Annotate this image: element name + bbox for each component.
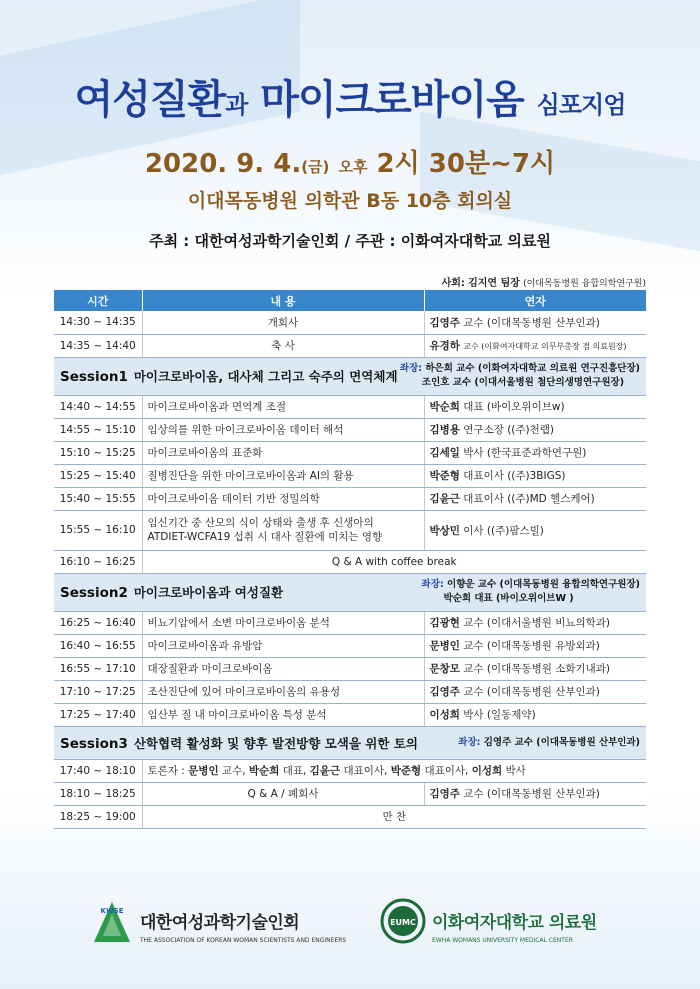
session-chairs: 좌장: 이향운 교수 (이대목동병원 융합의학연구원장) 박순희 대표 (바이오위이브W ) <box>421 579 640 604</box>
schedule-table <box>54 290 646 829</box>
table-row: 15:40 ~ 15:55 마이크로바이옴 데이터 기반 정밀의학 김윤근 대표이사 ((주)MD 헬스케어) <box>54 487 646 510</box>
table-row: 14:30 ~ 14:35 개회사 김영주 교수 (이대목동병원 산부인과) <box>54 311 646 334</box>
page-title: 여성질환과 마이크로바이옴 심포지엄 <box>74 77 626 123</box>
table-row: 16:10 ~ 16:25 Q & A with coffee break <box>54 550 646 573</box>
session-header-1: Session1 마이크로바이옴, 대사체 그리고 숙주의 면역체계 좌장: 하은희 교수 (이화여자대학교 의료원 연구진흥단장) 조인호 교수 (이대서울병원 첨단의생명연구원장) <box>54 357 646 395</box>
session-chairs: 좌장: 하은희 교수 (이화여자대학교 의료원 연구진흥단장) 조인호 교수 (이대서울병원 첨단의생명연구원장) <box>399 363 640 388</box>
kwse-logo-text: KWSE <box>100 907 124 915</box>
table-row: 14:35 ~ 14:40 축 사 유경하 교수 (이화여자대학교 의무부총장 겸 의료원장) <box>54 334 646 357</box>
table-row: 15:10 ~ 15:25 마이크로바이옴의 표준화 김세일 박사 (한국표준과학연구원) <box>54 441 646 464</box>
table-row: 16:40 ~ 16:55 마이크로바이옴과 유방암 문병인 교수 (이대목동병원 유방외과) <box>54 634 646 657</box>
session-chairs: 좌장: 김영주 교수 (이대목동병원 산부인과) <box>458 736 640 748</box>
event-venue: 이대목동병원 의학관 B동 10층 회의실 <box>187 190 513 212</box>
table-row: 17:40 ~ 18:10 토론자 : 문병인 교수, 박순희 대표, 김윤근 대표이사, 박준형 대표이사, 이성희 박사 <box>54 759 646 782</box>
column-header-time: 시간 <box>54 290 142 311</box>
table-row: 14:40 ~ 14:55 마이크로바이옴과 면역계 조절 박순희 대표 (바이오위이브w) <box>54 395 646 418</box>
kwse-logo <box>92 900 132 944</box>
session-header-2: Session2 마이크로바이옴과 여성질환 좌장: 이향운 교수 (이대목동병원 융합의학연구원장) 박순희 대표 (바이오위이브W ) <box>54 573 646 611</box>
eumc-logo <box>380 898 426 944</box>
table-row: 16:55 ~ 17:10 대장질환과 마이크로바이옴 문창모 교수 (이대목동병원 소화기내과) <box>54 657 646 680</box>
table-row: 15:25 ~ 15:40 질병진단을 위한 마이크로바이옴과 AI의 활용 박준형 대표이사 ((주)3BIGS) <box>54 464 646 487</box>
panel-discussants: 토론자 : 문병인 교수, 박순희 대표, 김윤근 대표이사, 박준형 대표이사, 이성희 박사 <box>142 759 646 782</box>
table-header-row <box>54 290 646 311</box>
moderator: 사회: 김지연 팀장 (이대목동병원 융합의학연구원) <box>441 278 646 289</box>
table-row: 15:55 ~ 16:10 임신기간 중 산모의 식이 상태와 출생 후 신생아의 ATDIET-WCFA19 섭취 시 대사 질환에 미치는 영향 박상민 이사 ((주)팜스빌) <box>54 510 646 550</box>
session-header-3: Session3 산학협력 활성화 및 향후 발전방향 모색을 위한 토의 좌장: 김영주 교수 (이대목동병원 산부인과) <box>54 726 646 759</box>
table-row: 18:25 ~ 19:00 만 찬 <box>54 805 646 828</box>
column-header-speaker: 연자 <box>424 290 646 311</box>
organizers: 주최 : 대한여성과학기술인회 / 주관 : 이화여자대학교 의료원 <box>149 232 551 250</box>
table-row: 14:55 ~ 15:10 임상의를 위한 마이크로바이옴 데이터 해석 김병용 연구소장 ((주)천랩) <box>54 418 646 441</box>
eumc-logo-text: EUMC <box>390 918 416 927</box>
kwse-name: 대한여성과학기술인회 THE ASSOCIATION OF KOREAN WOMAN SCIENTISTS AND ENGINEERS <box>140 913 347 944</box>
table-row: 17:25 ~ 17:40 임산부 질 내 마이크로바이옴 특성 분석 이성희 박사 (일동제약) <box>54 703 646 726</box>
event-date: 2020. 9. 4.(금) 오후 2시 30분~7시 <box>144 149 556 179</box>
column-header-content: 내 용 <box>142 290 424 311</box>
ewha-name: 이화여자대학교 의료원 EWHA WOMANS UNIVERSITY MEDICAL CENTER <box>432 913 597 944</box>
table-row: 17:10 ~ 17:25 조산진단에 있어 마이크로바이옴의 유용성 김영주 교수 (이대목동병원 산부인과) <box>54 680 646 703</box>
table-row: 16:25 ~ 16:40 비뇨기암에서 소변 마이크로바이옴 분석 김광현 교수 (이대서울병원 비뇨의학과) <box>54 611 646 634</box>
table-row: 18:10 ~ 18:25 Q & A / 폐회사 김영주 교수 (이대목동병원 산부인과) <box>54 782 646 805</box>
